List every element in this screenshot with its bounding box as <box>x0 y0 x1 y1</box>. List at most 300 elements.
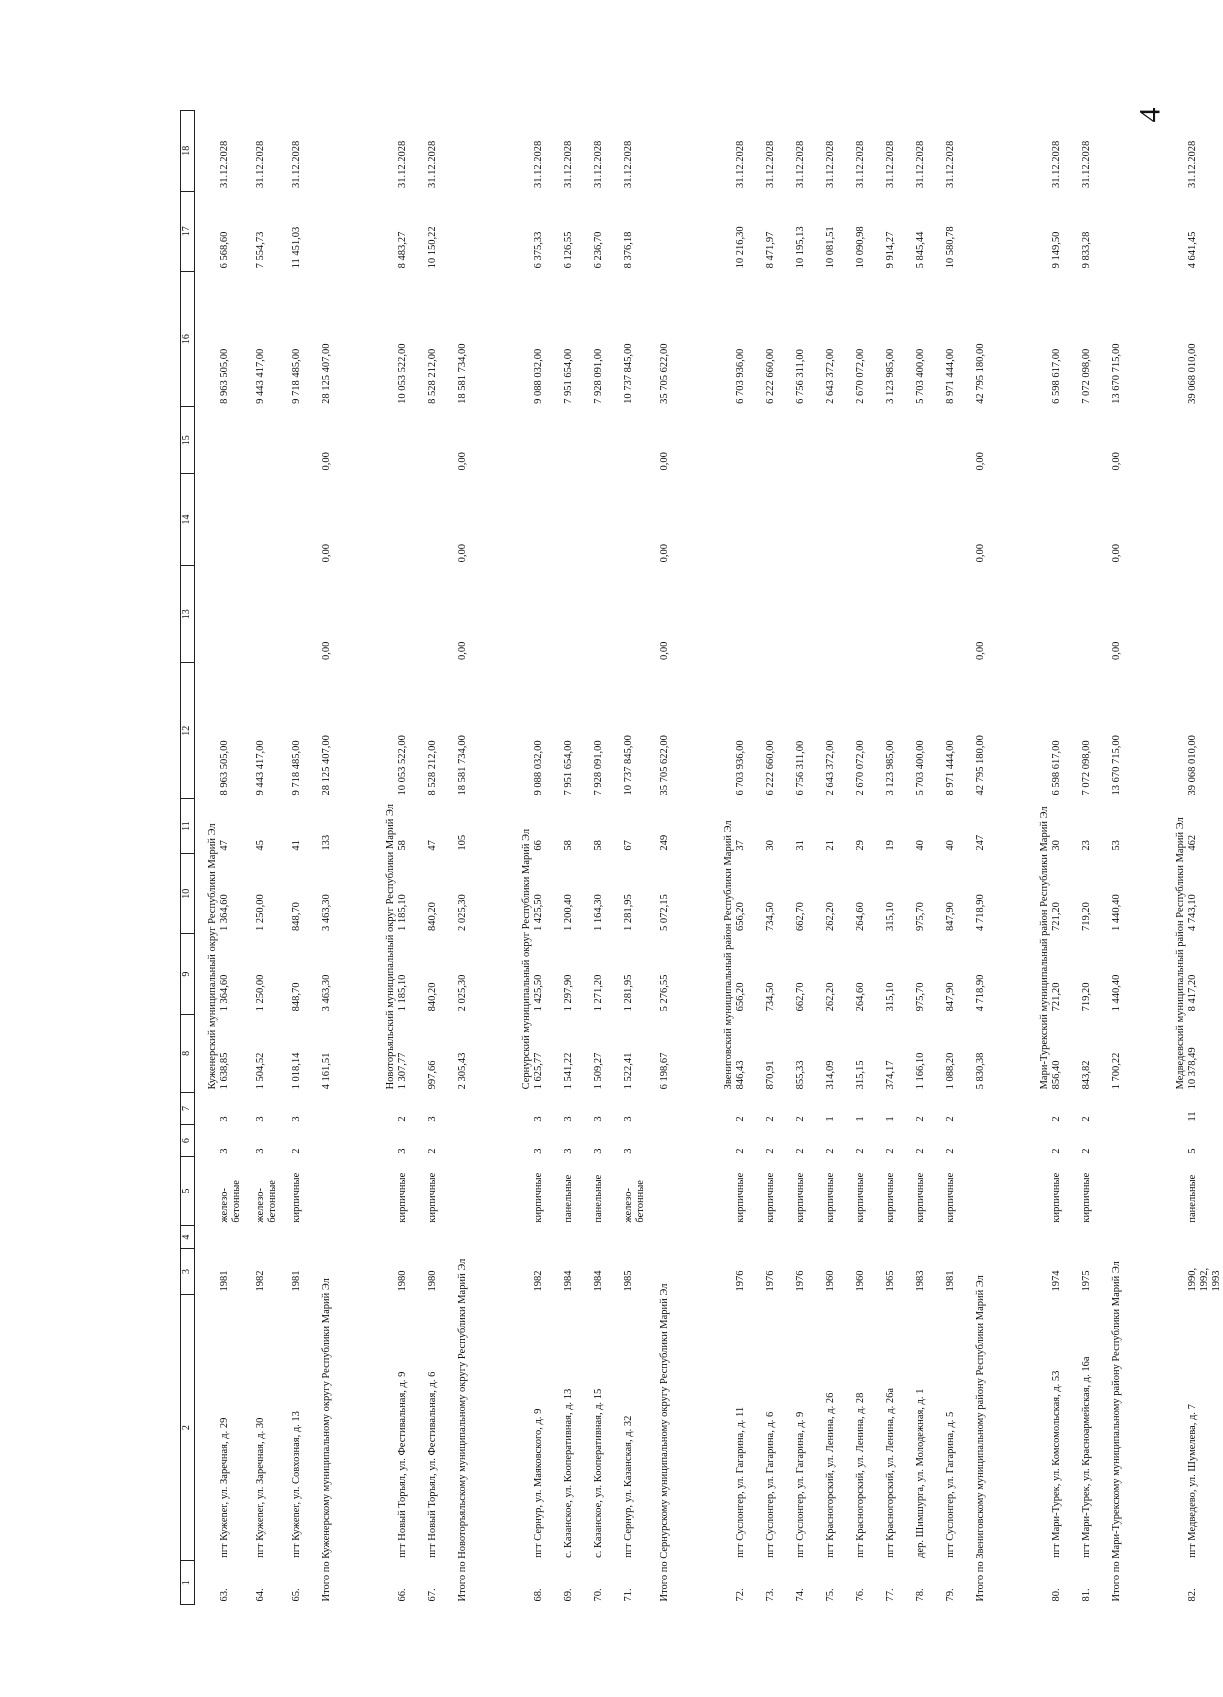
floors-cell: 2 <box>795 1148 806 1154</box>
col13-cell <box>855 565 885 663</box>
table-row <box>795 111 825 1605</box>
col15-cell <box>427 407 457 474</box>
header-cell: 17 <box>181 191 195 271</box>
total-area-cell: 10 378,49 <box>1187 1047 1198 1090</box>
year-cell: 1990, 1992, 1993 <box>1187 1267 1222 1292</box>
cost-local-cell: 8 971 444,00 <box>945 348 956 404</box>
cost-total-cell: 28 125 407,00 <box>321 735 332 796</box>
cost-local-cell: 8 528 212,00 <box>427 348 438 404</box>
table-row <box>1187 111 1223 1605</box>
deadline-cell: 31.12.2028 <box>219 140 230 189</box>
table-row <box>945 111 975 1605</box>
floors-cell: 3 <box>563 1148 574 1154</box>
col15-cell <box>1187 407 1223 474</box>
col15-cell: 0,00 <box>457 452 468 471</box>
section-title-row <box>1163 111 1187 1605</box>
deadline-cell: 31.12.2028 <box>735 140 746 189</box>
entrances-cell: 1 <box>855 1116 866 1122</box>
row-number: 68. <box>533 1588 544 1602</box>
area-cell: 315,10 <box>885 982 896 1012</box>
address-cell: пгт Мари-Турек, ул. Комсомольская, д. 53 <box>1051 1370 1062 1558</box>
floors-cell: 2 <box>1081 1148 1092 1154</box>
residential-area-cell: 264,60 <box>855 902 866 931</box>
year-cell: 1976 <box>795 1270 806 1292</box>
section-title: Новоторъяльский муниципальный округ Республики Марий Эл <box>385 803 396 1090</box>
total-area-cell: 315,15 <box>855 1060 866 1090</box>
residents-cell: 133 <box>321 834 332 851</box>
deadline-cell: 31.12.2028 <box>915 140 926 189</box>
floors-cell: 2 <box>1051 1148 1062 1154</box>
residents-cell: 58 <box>593 840 604 851</box>
total-area-cell: 1 307,77 <box>397 1052 408 1090</box>
cost-total-cell: 8 963 505,00 <box>219 740 230 796</box>
header-cell: 18 <box>181 111 195 192</box>
total-area-cell: 1 541,22 <box>563 1052 574 1090</box>
total-area-cell: 1 625,77 <box>533 1052 544 1090</box>
year-cell: 1975 <box>1081 1270 1092 1292</box>
col4-cell <box>825 1226 855 1249</box>
address-cell: пгт Новый Торъял, ул. Фестивальная, д. 6 <box>427 1371 438 1558</box>
residents-cell: 19 <box>885 840 896 851</box>
total-label: Итого по Мари-Турекскому муниципальному району Республики Марий Эл <box>1111 1261 1122 1602</box>
col14-cell <box>1187 474 1223 566</box>
col14-cell <box>291 474 321 566</box>
unit-cost-cell <box>975 191 1005 271</box>
year-cell: 1976 <box>735 1270 746 1292</box>
floors-cell: 2 <box>855 1148 866 1154</box>
year-cell: 1981 <box>291 1270 302 1292</box>
row-number: 64. <box>255 1588 266 1602</box>
residential-area-cell: 3 463,30 <box>321 894 332 931</box>
col13-cell <box>593 565 623 663</box>
table-row <box>397 111 427 1605</box>
residential-area-cell: 1 440,40 <box>1111 894 1122 931</box>
entrances-cell: 3 <box>593 1116 604 1122</box>
residential-area-cell: 1 281,95 <box>623 894 634 931</box>
col4-cell <box>1051 1226 1081 1249</box>
residents-cell: 30 <box>1051 840 1062 851</box>
unit-cost-cell: 10 090,98 <box>855 226 866 269</box>
table-row <box>533 111 563 1605</box>
empty-cell <box>1163 1092 1187 1604</box>
year-cell: 1984 <box>593 1270 604 1292</box>
row-number: 66. <box>397 1588 408 1602</box>
cost-total-cell: 18 581 734,00 <box>457 735 468 796</box>
header-cell: 14 <box>181 474 195 566</box>
unit-cost-cell: 9 914,27 <box>885 231 896 269</box>
year-cell: 1976 <box>765 1270 776 1292</box>
unit-cost-cell: 8 471,97 <box>765 231 776 269</box>
header-cell: 6 <box>181 1125 195 1157</box>
cost-total-cell: 2 643 372,00 <box>825 740 836 796</box>
entrances-cell: 3 <box>291 1116 302 1122</box>
material-cell: кирпичные <box>855 1172 866 1223</box>
total-area-cell: 5 830,38 <box>975 1052 986 1090</box>
residents-cell: 105 <box>457 834 468 851</box>
cost-local-cell: 7 928 091,00 <box>593 348 604 404</box>
total-area-cell: 843,82 <box>1081 1060 1092 1090</box>
col14-cell <box>825 474 855 566</box>
empty-cell <box>351 111 373 1605</box>
cost-local-cell: 2 670 072,00 <box>855 348 866 404</box>
unit-cost-cell: 4 641,45 <box>1187 231 1198 269</box>
col14-cell: 0,00 <box>1111 544 1122 563</box>
floors-cell: 3 <box>593 1148 604 1154</box>
col4-cell <box>427 1226 457 1249</box>
entrances-cell: 3 <box>427 1116 438 1122</box>
col15-cell <box>1051 407 1081 474</box>
cost-total-cell: 7 928 091,00 <box>593 740 604 796</box>
residential-area-cell: 847,90 <box>945 902 956 931</box>
year-cell: 1980 <box>427 1270 438 1292</box>
total-label: Итого по Куженерскому муниципальному округу Республики Марий Эл <box>321 1278 332 1602</box>
deadline-cell: 31.12.2028 <box>1051 140 1062 189</box>
table-row <box>915 111 945 1605</box>
col15-cell <box>915 407 945 474</box>
col14-cell <box>1081 474 1111 566</box>
residential-area-cell: 1 185,10 <box>397 894 408 931</box>
col13-cell: 0,00 <box>975 641 986 660</box>
deadline-cell <box>457 111 487 192</box>
col13-cell <box>1051 565 1081 663</box>
empty-cell <box>1141 111 1163 1605</box>
residential-area-cell: 5 072,15 <box>659 894 670 931</box>
floors-cell: 2 <box>427 1148 438 1154</box>
cost-local-cell: 5 703 400,00 <box>915 348 926 404</box>
year-cell: 1985 <box>623 1270 634 1292</box>
cost-local-cell: 10 737 845,00 <box>623 343 634 404</box>
col4-cell <box>563 1226 593 1249</box>
row-number: 69. <box>563 1588 574 1602</box>
cost-total-cell: 6 703 936,00 <box>735 740 746 796</box>
material-cell: железо-бетонные <box>219 1180 242 1223</box>
col4-cell <box>735 1226 765 1249</box>
entrances-cell: 2 <box>795 1116 806 1122</box>
address-cell: пгт Красногорский, ул. Ленина, д. 28 <box>855 1392 866 1558</box>
cost-local-cell: 28 125 407,00 <box>321 343 332 404</box>
unit-cost-cell: 6 126,55 <box>563 231 574 269</box>
residents-cell: 29 <box>855 840 866 851</box>
year-cell: 1965 <box>885 1270 896 1292</box>
area-cell: 8 417,20 <box>1187 974 1198 1012</box>
material-cell: кирпичные <box>1081 1172 1092 1223</box>
unit-cost-cell: 11 451,03 <box>291 226 302 269</box>
entrances-cell: 2 <box>765 1116 776 1122</box>
deadline-cell: 31.12.2028 <box>795 140 806 189</box>
section-title-row <box>373 111 397 1605</box>
address-cell: пгт Медведево, ул. Шумелева, д. 7 <box>1187 1404 1198 1558</box>
residents-cell: 58 <box>397 840 408 851</box>
deadline-cell: 31.12.2028 <box>855 140 866 189</box>
row-number: 74. <box>795 1588 806 1602</box>
col4-cell <box>219 1226 255 1249</box>
spacer-row <box>1141 111 1163 1605</box>
row-number: 67. <box>427 1588 438 1602</box>
area-cell: 721,20 <box>1051 982 1062 1012</box>
area-cell: 719,20 <box>1081 982 1092 1012</box>
total-label: Итого по Звениговскому муниципальному району Республики Марий Эл <box>975 1275 986 1602</box>
deadline-cell <box>659 111 689 192</box>
residential-area-cell: 1 164,30 <box>593 894 604 931</box>
table-row <box>427 111 457 1605</box>
header-cell: 9 <box>181 934 195 1014</box>
address-cell: дер. Шимшурга, ул. Молодежная, д. 1 <box>915 1388 926 1558</box>
total-area-cell: 1 522,41 <box>623 1052 634 1090</box>
col15-cell <box>255 407 291 474</box>
floors-cell: 3 <box>255 1148 266 1154</box>
address-cell: пгт Новый Торъял, ул. Фестивальная, д. 9 <box>397 1371 408 1558</box>
section-title: Медведевский муниципальный район Республики Марий Эл <box>1175 817 1186 1090</box>
residential-area-cell: 4 718,90 <box>975 894 986 931</box>
residents-cell: 40 <box>945 840 956 851</box>
table-row <box>735 111 765 1605</box>
area-cell: 1 185,10 <box>397 974 408 1012</box>
unit-cost-cell: 5 845,44 <box>915 231 926 269</box>
col4-cell <box>397 1226 427 1249</box>
address-cell: пгт Суслонгер, ул. Гагарина, д. 11 <box>735 1406 746 1558</box>
entrances-cell: 3 <box>533 1116 544 1122</box>
residents-cell: 37 <box>735 840 746 851</box>
total-area-cell: 997,66 <box>427 1060 438 1090</box>
floors-cell: 2 <box>885 1148 896 1154</box>
year-cell: 1981 <box>219 1270 230 1292</box>
entrances-cell: 3 <box>623 1116 634 1122</box>
year-cell: 1984 <box>563 1270 574 1292</box>
table-row <box>593 111 623 1605</box>
total-label: Итого по Новоторъяльскому муниципальному округу Республики Марий Эл <box>457 1258 468 1602</box>
deadline-cell: 31.12.2028 <box>623 140 634 189</box>
row-number: 76. <box>855 1588 866 1602</box>
cost-local-cell: 6 756 311,00 <box>795 349 806 404</box>
area-cell: 3 463,30 <box>321 974 332 1012</box>
total-area-cell: 2 305,43 <box>457 1052 468 1090</box>
col14-cell <box>765 474 795 566</box>
residents-cell: 30 <box>765 840 776 851</box>
row-number: 80. <box>1051 1588 1062 1602</box>
row-number: 75. <box>825 1588 836 1602</box>
floors-cell: 2 <box>945 1148 956 1154</box>
table-row <box>765 111 795 1605</box>
residential-area-cell: 734,50 <box>765 902 776 931</box>
total-row <box>975 111 1005 1605</box>
col13-cell <box>427 565 457 663</box>
total-area-cell: 1 018,14 <box>291 1052 302 1090</box>
unit-cost-cell: 10 580,78 <box>945 226 956 269</box>
col13-cell <box>945 565 975 663</box>
header-cell: 4 <box>181 1226 195 1249</box>
table-row <box>219 111 255 1605</box>
table-row <box>255 111 291 1605</box>
area-cell: 734,50 <box>765 982 776 1012</box>
cost-total-cell: 9 718 485,00 <box>291 740 302 796</box>
col4-cell <box>855 1226 885 1249</box>
col15-cell <box>623 407 659 474</box>
table-body <box>181 111 1223 1605</box>
col15-cell <box>795 407 825 474</box>
cost-total-cell: 7 951 654,00 <box>563 740 574 796</box>
cost-local-cell: 7 072 098,00 <box>1081 348 1092 404</box>
floors-cell: 2 <box>825 1148 836 1154</box>
deadline-cell <box>975 111 1005 192</box>
cost-local-cell: 3 123 985,00 <box>885 348 896 404</box>
row-number: 81. <box>1081 1588 1092 1602</box>
residents-cell: 247 <box>975 834 986 851</box>
deadline-cell: 31.12.2028 <box>1187 140 1198 189</box>
col15-cell <box>397 407 427 474</box>
col4-cell <box>915 1226 945 1249</box>
entrances-cell: 2 <box>1051 1116 1062 1122</box>
cost-total-cell: 3 123 985,00 <box>885 740 896 796</box>
cost-total-cell: 9 443 417,00 <box>255 740 266 796</box>
entrances-cell: 1 <box>885 1116 896 1122</box>
year-cell: 1974 <box>1051 1270 1062 1292</box>
col13-cell <box>255 565 291 663</box>
unit-cost-cell <box>321 191 351 271</box>
section-title: Куженерский муниципальный округ Республики Марий Эл <box>207 823 218 1090</box>
table-row <box>563 111 593 1605</box>
floors-cell: 3 <box>533 1148 544 1154</box>
table-row <box>1051 111 1081 1605</box>
cost-total-cell: 8 971 444,00 <box>945 740 956 796</box>
spacer-row <box>689 111 711 1605</box>
col13-cell <box>735 565 765 663</box>
address-cell: пгт Суслонгер, ул. Гагарина, д. 5 <box>945 1411 956 1558</box>
empty-cell <box>373 1092 397 1604</box>
col13-cell <box>915 565 945 663</box>
cost-total-cell: 7 072 098,00 <box>1081 740 1092 796</box>
unit-cost-cell: 10 081,51 <box>825 226 836 269</box>
cost-local-cell: 9 088 032,00 <box>533 348 544 404</box>
col13-cell: 0,00 <box>457 641 468 660</box>
col4-cell <box>593 1226 623 1249</box>
area-cell: 5 276,55 <box>659 974 670 1012</box>
total-area-cell: 6 198,67 <box>659 1052 670 1090</box>
residents-cell: 249 <box>659 834 670 851</box>
deadline-cell: 31.12.2028 <box>593 140 604 189</box>
floors-cell: 2 <box>735 1148 746 1154</box>
col4-cell <box>533 1226 563 1249</box>
total-area-cell: 1 504,52 <box>255 1052 266 1090</box>
unit-cost-cell: 8 376,18 <box>623 231 634 269</box>
entrances-cell: 3 <box>219 1116 230 1122</box>
col15-cell <box>945 407 975 474</box>
cost-local-cell: 42 795 180,00 <box>975 343 986 404</box>
residential-area-cell: 662,70 <box>795 902 806 931</box>
year-cell: 1983 <box>915 1270 926 1292</box>
section-title: Мари-Турекский муниципальный район Республики Марий Эл <box>1039 806 1050 1090</box>
residents-cell: 66 <box>533 840 544 851</box>
residents-cell: 41 <box>291 840 302 851</box>
cost-total-cell: 10 737 845,00 <box>623 735 634 796</box>
area-cell: 1 297,90 <box>563 974 574 1012</box>
area-cell: 2 025,30 <box>457 974 468 1012</box>
deadline-cell: 31.12.2028 <box>765 140 776 189</box>
area-cell: 264,60 <box>855 982 866 1012</box>
row-number: 65. <box>291 1588 302 1602</box>
cost-total-cell: 6 598 617,00 <box>1051 740 1062 796</box>
area-cell: 262,20 <box>825 982 836 1012</box>
area-cell: 840,20 <box>427 982 438 1012</box>
col15-cell <box>885 407 915 474</box>
col13-cell <box>623 565 659 663</box>
unit-cost-cell: 6 568,60 <box>219 231 230 269</box>
residents-cell: 47 <box>427 840 438 851</box>
total-area-cell: 4 161,51 <box>321 1052 332 1090</box>
entrances-cell: 2 <box>915 1116 926 1122</box>
floors-cell: 2 <box>765 1148 776 1154</box>
cost-local-cell: 39 068 010,00 <box>1187 343 1198 404</box>
row-number: 73. <box>765 1588 776 1602</box>
unit-cost-cell: 9 149,50 <box>1051 231 1062 269</box>
address-cell: с. Казанское, ул. Кооперативная, д. 15 <box>593 1388 604 1558</box>
area-cell: 1 364,60 <box>219 974 230 1012</box>
row-number: 78. <box>915 1588 926 1602</box>
residential-area-cell: 975,70 <box>915 902 926 931</box>
col14-cell <box>1051 474 1081 566</box>
residents-cell: 67 <box>623 840 634 851</box>
residents-cell: 21 <box>825 840 836 851</box>
section-title: Сернурский муниципальный округ Республики Марий Эл <box>521 828 532 1090</box>
material-cell: кирпичные <box>427 1172 438 1223</box>
year-cell: 1981 <box>945 1270 956 1292</box>
area-cell: 1 271,20 <box>593 974 604 1012</box>
cost-total-cell: 42 795 180,00 <box>975 735 986 796</box>
unit-cost-cell: 9 833,28 <box>1081 231 1092 269</box>
entrances-cell: 2 <box>1081 1116 1092 1122</box>
residents-cell: 53 <box>1111 840 1122 851</box>
header-cell: 10 <box>181 854 195 934</box>
material-cell: кирпичные <box>885 1172 896 1223</box>
total-row <box>321 111 351 1605</box>
row-number: 77. <box>885 1588 896 1602</box>
col15-cell <box>825 407 855 474</box>
material-cell: панельные <box>563 1174 574 1223</box>
total-area-cell: 856,40 <box>1051 1060 1062 1090</box>
residential-area-cell: 1 425,50 <box>533 894 544 931</box>
area-cell: 4 718,90 <box>975 974 986 1012</box>
empty-cell <box>509 1092 533 1604</box>
cost-local-cell: 13 670 715,00 <box>1111 343 1122 404</box>
rotated-table-container <box>180 110 1222 1605</box>
area-cell: 656,20 <box>735 982 746 1012</box>
cost-total-cell: 13 670 715,00 <box>1111 735 1122 796</box>
section-title-row <box>509 111 533 1605</box>
address-cell: пгт Мари-Турек, ул. Красноармейская, д. 16а <box>1081 1356 1092 1558</box>
unit-cost-cell: 6 236,70 <box>593 231 604 269</box>
col13-cell: 0,00 <box>659 641 670 660</box>
col15-cell <box>735 407 765 474</box>
col15-cell <box>765 407 795 474</box>
cost-local-cell: 18 581 734,00 <box>457 343 468 404</box>
cost-local-cell: 6 222 660,00 <box>765 348 776 404</box>
cost-total-cell: 35 705 622,00 <box>659 735 670 796</box>
col4-cell <box>765 1226 795 1249</box>
total-row <box>659 111 689 1605</box>
header-row <box>181 111 195 1605</box>
year-cell: 1960 <box>825 1270 836 1292</box>
address-cell: пгт Красногорский, ул. Ленина, д. 26 <box>825 1392 836 1558</box>
total-area-cell: 1 509,27 <box>593 1052 604 1090</box>
header-cell: 3 <box>181 1249 195 1295</box>
deadline-cell <box>1111 111 1141 192</box>
spacer-row <box>1005 111 1027 1605</box>
material-cell: кирпичные <box>915 1172 926 1223</box>
col14-cell <box>397 474 427 566</box>
col15-cell <box>533 407 563 474</box>
col14-cell <box>219 474 255 566</box>
deadline-cell: 31.12.2028 <box>885 140 896 189</box>
col14-cell <box>563 474 593 566</box>
